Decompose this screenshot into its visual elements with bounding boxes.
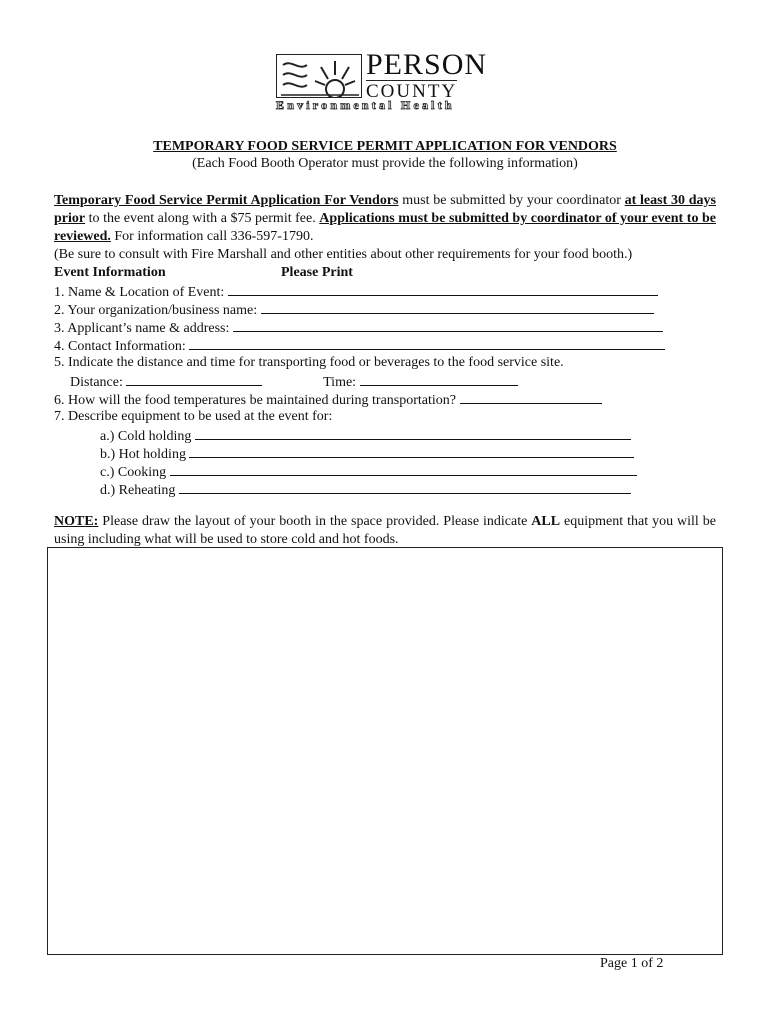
intro-text-3: For information call 336-597-1790. xyxy=(110,229,314,244)
intro-bold-3: Applications must be submitted by coordinator of your event to be reviewed. xyxy=(54,211,716,244)
time-input-line[interactable] xyxy=(360,372,518,386)
field-label-contact: 4. Contact Information: xyxy=(54,339,186,354)
page-subtitle: (Each Food Booth Operator must provide the following information) xyxy=(192,156,578,171)
field-row-cold xyxy=(100,426,631,446)
note-bold-all: ALL xyxy=(531,514,561,529)
distance-input-line[interactable] xyxy=(126,372,262,386)
note-text-2: equipment that you will be using including what will be used to store cold and hot foods. xyxy=(54,514,716,547)
booth-layout-drawing-area[interactable] xyxy=(47,547,723,955)
intro-bold-1: Temporary Food Service Permit Application For Vendors xyxy=(54,193,399,208)
reheating-label: d.) Reheating xyxy=(100,483,176,498)
applicant-input-line[interactable] xyxy=(233,318,663,332)
intro-consult-note: (Be sure to consult with Fire Marshall and other entities about other requirements for your food booth.) xyxy=(54,247,633,262)
logo-word-county: COUNTY xyxy=(366,81,458,102)
cold-holding-label: a.) Cold holding xyxy=(100,429,192,444)
field-label-event-name: 1. Name & Location of Event: xyxy=(54,285,225,300)
field-row-2 xyxy=(54,300,654,320)
note-text-1: Please draw the layout of your booth in the space provided. Please indicate xyxy=(98,514,532,529)
field-label-applicant: 3. Applicant’s name & address: xyxy=(54,321,230,336)
field-row-3 xyxy=(54,318,663,338)
organization-input-line[interactable] xyxy=(261,300,654,314)
person-county-logo xyxy=(274,48,492,112)
field-row-7 xyxy=(54,408,332,426)
field-row-reheating xyxy=(100,480,631,500)
field-row-4 xyxy=(54,336,665,356)
intro-text-2: to the event along with a $75 permit fee. xyxy=(85,211,320,226)
intro-text-1: must be submitted by your coordinator xyxy=(398,193,625,208)
field-row-cooking xyxy=(100,462,637,482)
field-row-distance-time xyxy=(70,372,518,392)
time-label: Time: xyxy=(323,375,357,390)
cooking-label: c.) Cooking xyxy=(100,465,167,480)
page-title: TEMPORARY FOOD SERVICE PERMIT APPLICATION FOR VENDORS xyxy=(153,139,617,154)
event-info-heading: Event Information xyxy=(54,265,166,280)
temperature-input-line[interactable] xyxy=(460,390,602,404)
field-row-hot xyxy=(100,444,634,464)
field-label-temperature: 6. How will the food temperatures be maintained during transportation? xyxy=(54,393,457,408)
note-lead: NOTE: xyxy=(54,514,99,529)
field-label-transport: 5. Indicate the distance and time for transporting food or beverages to the food service site. xyxy=(54,355,564,370)
intro-paragraph xyxy=(54,192,716,264)
page-number: Page 1 of 2 xyxy=(600,956,664,971)
reheating-input-line[interactable] xyxy=(179,480,631,494)
field-label-equipment: 7. Describe equipment to be used at the event for: xyxy=(54,409,333,424)
field-row-6 xyxy=(54,390,602,410)
cooking-input-line[interactable] xyxy=(170,462,637,476)
contact-input-line[interactable] xyxy=(189,336,665,350)
distance-label: Distance: xyxy=(70,375,123,390)
hot-holding-input-line[interactable] xyxy=(189,444,634,458)
intro-bold-2: at least 30 days prior xyxy=(54,193,716,226)
logo-word-environmental-health: Environmental Health xyxy=(276,98,455,112)
sun-logo-icon xyxy=(276,54,362,98)
cold-holding-input-line[interactable] xyxy=(195,426,631,440)
field-row-5 xyxy=(54,354,564,372)
field-label-organization: 2. Your organization/business name: xyxy=(54,303,258,318)
field-row-1 xyxy=(54,282,658,302)
hot-holding-label: b.) Hot holding xyxy=(100,447,186,462)
booth-layout-note xyxy=(54,513,716,549)
event-info-heading-row xyxy=(54,264,353,282)
logo-word-person: PERSON xyxy=(366,48,488,81)
event-name-input-line[interactable] xyxy=(228,282,658,296)
please-print-label: Please Print xyxy=(281,265,353,280)
